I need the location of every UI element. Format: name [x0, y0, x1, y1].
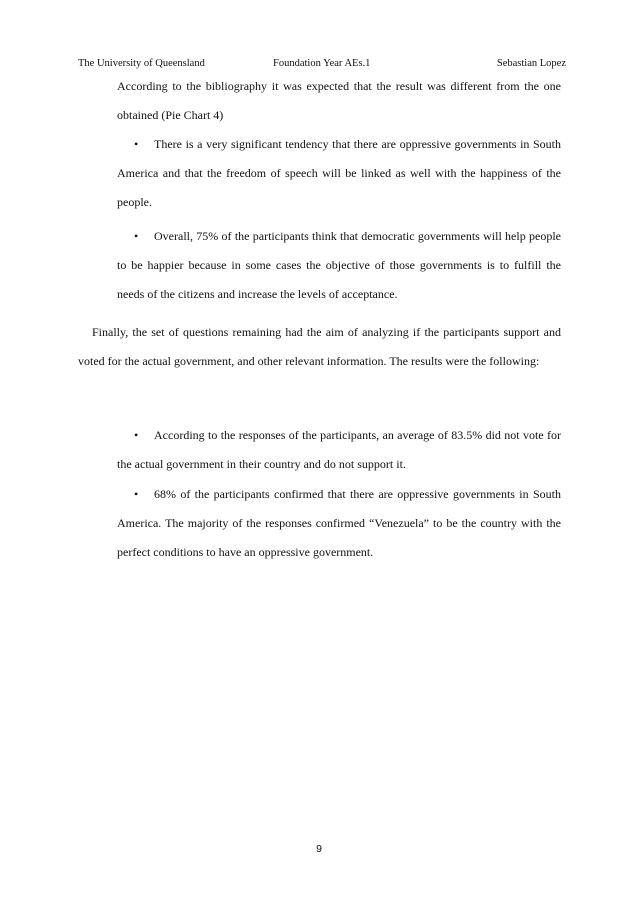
bullet-icon: • — [134, 137, 139, 151]
page-number: 9 — [316, 843, 322, 855]
bullet-item-democratic-governments — [117, 222, 561, 309]
header-institution: The University of Queensland — [78, 58, 205, 69]
intro-text: According to the bibliography it was expected that the result was different from the one obtained (Pie Chart 4) — [117, 79, 561, 122]
bullet-icon: • — [134, 487, 139, 501]
header-author: Sebastian Lopez — [496, 58, 566, 69]
page-header — [78, 57, 566, 71]
bullet-text: 68% of the participants confirmed that there are oppressive governments in South America. The majority of the responses confirmed “Venezuela” to be the country with the perfect conditions to have an oppressive government. — [117, 487, 561, 559]
bullet-icon: • — [134, 428, 139, 442]
header-course: Foundation Year AEs.1 — [273, 58, 371, 69]
bullet-icon: • — [134, 229, 139, 243]
bullet-text: According to the responses of the participants, an average of 83.5% did not vote for the actual government in their country and do not support it. — [117, 428, 561, 471]
finally-paragraph — [78, 318, 561, 376]
bullet-item-oppressive-tendency — [117, 130, 561, 217]
finally-text: Finally, the set of questions remaining had the aim of analyzing if the participants support and voted for the actual government, and other relevant information. The results were the following: — [78, 325, 561, 368]
bullet-item-venezuela — [117, 480, 561, 567]
bullet-text: There is a very significant tendency that there are oppressive governments in South America and that the freedom of speech will be linked as well with the happiness of the people. — [117, 137, 561, 209]
bullet-text: Overall, 75% of the participants think that democratic governments will help people to be happier because in some cases the objective of those governments is to fulfill the needs of the citizens and increase the levels of acceptance. — [117, 229, 561, 301]
intro-paragraph — [117, 72, 561, 130]
bullet-item-voting-results — [117, 421, 561, 479]
